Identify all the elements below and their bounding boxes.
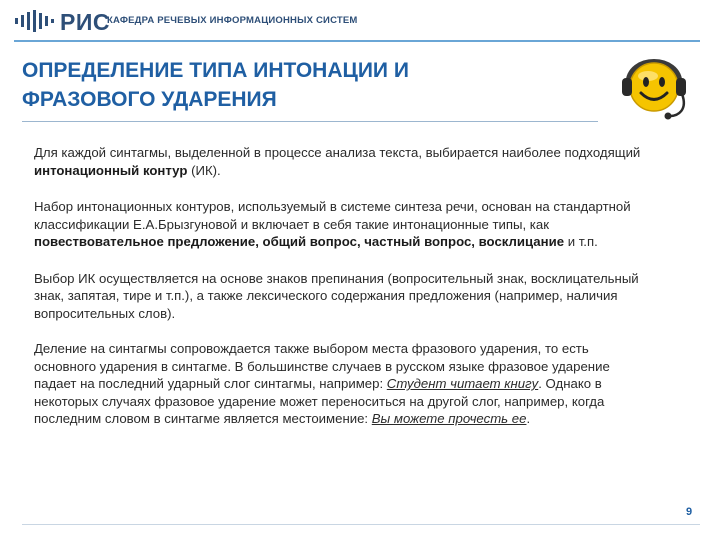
term-declarative: повествовательное предложение [34, 234, 256, 249]
slide-body [34, 144, 654, 445]
title-line-1: ОПРЕДЕЛЕНИЕ ТИПА ИНТОНАЦИИ И [22, 59, 409, 82]
paragraph-4 [34, 340, 654, 428]
paragraph-2 [34, 198, 654, 251]
paragraph-1-tail: (ИК). [187, 162, 221, 178]
paragraph-2-tail: и т.п. [564, 234, 598, 249]
term-exclamation: восклицание [478, 234, 565, 249]
paragraph-4-tail: . [526, 411, 531, 426]
term-general-question: общий вопрос [262, 234, 357, 249]
separator: , [471, 234, 479, 249]
paragraph-1 [34, 144, 654, 179]
paragraph-4-middle: . Однако в некоторых случаях фразовое ударение может переноситься на другой слог, например, когда последним словом в синтагме является местоимение: [34, 376, 605, 426]
header-divider [14, 40, 700, 42]
paragraph-2-text: Набор интонационных контуров, используемый в системе синтеза речи, основан на стандартной классификации Е.А.Брызгуновой и включает в себя такие интонационные типы, как [34, 199, 631, 232]
footer-divider [22, 524, 700, 525]
example-1: Студент читает книгу [386, 376, 539, 391]
paragraph-3: Выбор ИК осуществляется на основе знаков препинания (вопросительный знак, восклицательный знак, запятая, тире и т.п.), а также лексического содержания предложения (например, наличия вопросительных слов). [34, 270, 639, 321]
logo-text: РИС [60, 9, 110, 35]
separator: , [356, 234, 365, 249]
paragraph-1-text: Для каждой синтагмы, выделенной в процессе анализа текста, выбирается наиболее подходящий [34, 145, 641, 160]
paragraph-1-term: интонационный контур [34, 162, 188, 178]
paragraph-4-text: Деление на синтагмы сопровождается также выбором места фразового ударения, то есть основного ударения в синтагме. В большинстве случаев в русском языке фразовое ударение падает на последний ударный слог синтагмы, например: [34, 341, 610, 391]
header [0, 0, 720, 44]
department-name: КАФЕДРА РЕЧЕВЫХ ИНФОРМАЦИОННЫХ СИСТЕМ [107, 15, 358, 26]
term-special-question: частный вопрос [364, 234, 472, 249]
title-line-2: ФРАЗОВОГО УДАРЕНИЯ [22, 88, 277, 111]
slide-title [22, 56, 582, 114]
separator: , [255, 234, 263, 249]
smiley-headset-icon [608, 44, 700, 124]
page-number: 9 [686, 506, 693, 518]
title-divider [22, 121, 598, 122]
example-2: Вы можете прочесть ее [371, 411, 527, 426]
sound-waves-icon [14, 10, 58, 32]
